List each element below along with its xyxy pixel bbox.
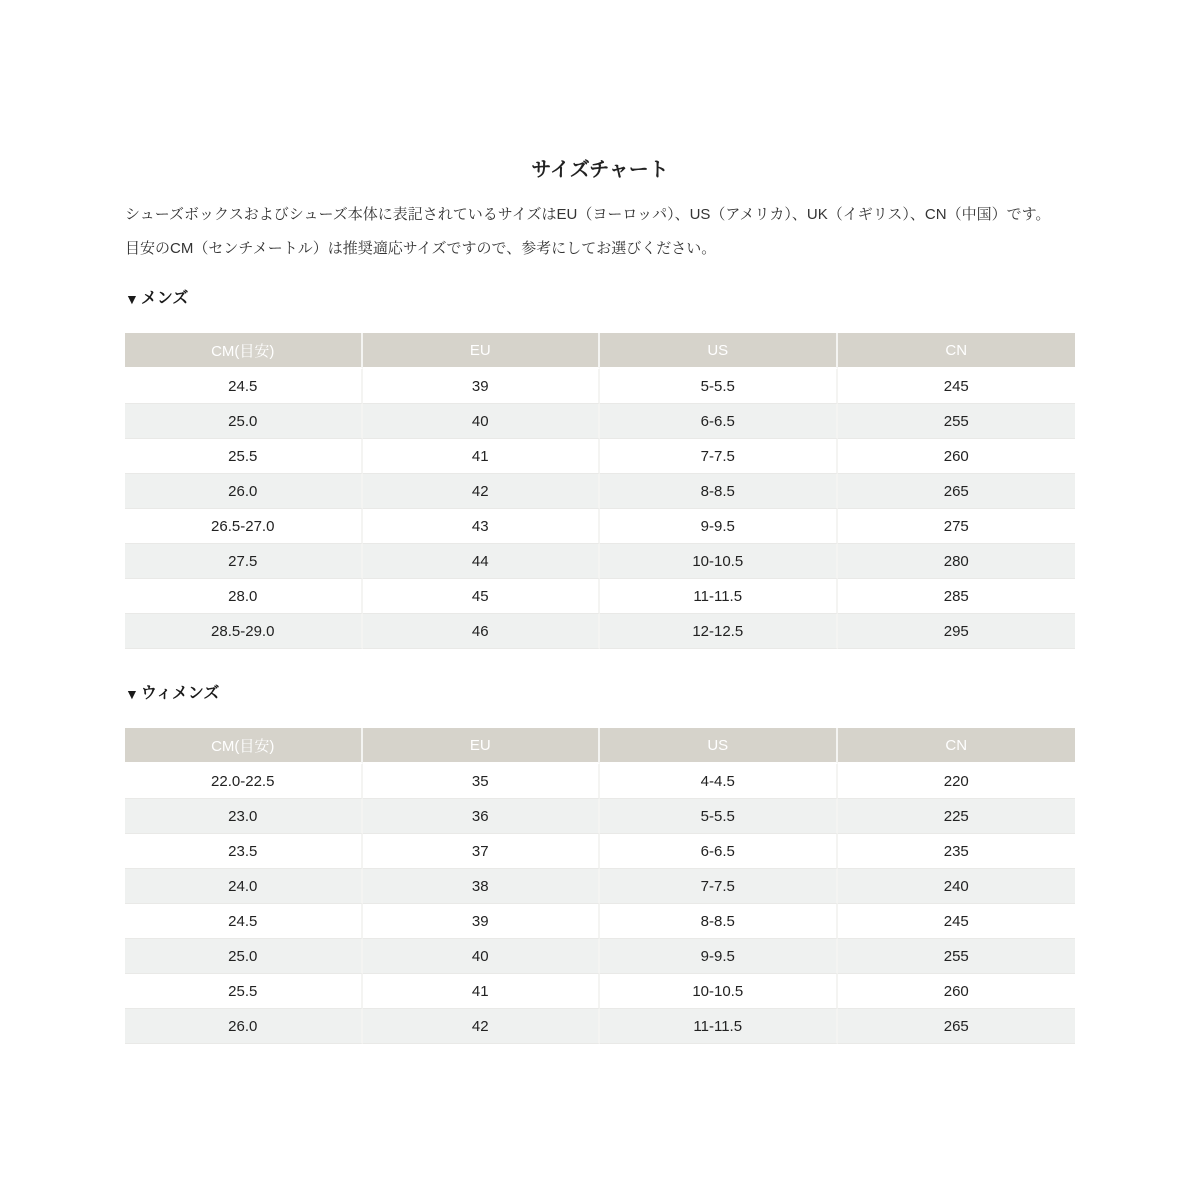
- column-header: CM(目安): [125, 333, 363, 369]
- table-cell: 4-4.5: [600, 764, 838, 799]
- table-cell: 44: [363, 544, 601, 579]
- table-cell: 26.0: [125, 1009, 363, 1044]
- table-cell: 25.5: [125, 974, 363, 1009]
- table-cell: 24.5: [125, 369, 363, 404]
- table-cell: 25.0: [125, 939, 363, 974]
- table-cell: 41: [363, 439, 601, 474]
- table-cell: 285: [838, 579, 1076, 614]
- table-cell: 6-6.5: [600, 404, 838, 439]
- intro-paragraph: [125, 198, 1075, 266]
- table-row: [125, 904, 1075, 939]
- table-cell: 41: [363, 974, 601, 1009]
- table-cell: 245: [838, 904, 1076, 939]
- column-header: US: [600, 728, 838, 764]
- table-cell: 25.5: [125, 439, 363, 474]
- section-label-mens: メンズ: [140, 290, 189, 307]
- table-cell: 25.0: [125, 404, 363, 439]
- table-row: [125, 509, 1075, 544]
- table-cell: 260: [838, 439, 1076, 474]
- column-header: CN: [838, 728, 1076, 764]
- table-cell: 23.5: [125, 834, 363, 869]
- table-row: [125, 939, 1075, 974]
- table-cell: 8-8.5: [600, 474, 838, 509]
- table-cell: 27.5: [125, 544, 363, 579]
- table-row: [125, 614, 1075, 649]
- table-row: [125, 1009, 1075, 1044]
- mens-size-table: [125, 333, 1075, 649]
- table-row: [125, 544, 1075, 579]
- table-cell: 240: [838, 869, 1076, 904]
- table-cell: 23.0: [125, 799, 363, 834]
- table-cell: 5-5.5: [600, 799, 838, 834]
- table-cell: 6-6.5: [600, 834, 838, 869]
- triangle-down-icon: ▼: [125, 291, 139, 307]
- table-cell: 36: [363, 799, 601, 834]
- womens-size-table: [125, 728, 1075, 1044]
- table-cell: 280: [838, 544, 1076, 579]
- table-cell: 45: [363, 579, 601, 614]
- table-cell: 235: [838, 834, 1076, 869]
- table-cell: 43: [363, 509, 601, 544]
- section-heading-womens: [125, 683, 1075, 705]
- table-cell: 39: [363, 369, 601, 404]
- table-cell: 38: [363, 869, 601, 904]
- table-cell: 40: [363, 939, 601, 974]
- table-row: [125, 579, 1075, 614]
- table-cell: 42: [363, 1009, 601, 1044]
- triangle-down-icon: ▼: [125, 686, 139, 702]
- table-row: [125, 974, 1075, 1009]
- table-cell: 265: [838, 1009, 1076, 1044]
- table-cell: 35: [363, 764, 601, 799]
- table-cell: 220: [838, 764, 1076, 799]
- table-row: [125, 834, 1075, 869]
- table-cell: 26.0: [125, 474, 363, 509]
- column-header: CM(目安): [125, 728, 363, 764]
- section-heading-mens: [125, 288, 1075, 310]
- table-header-row: [125, 728, 1075, 764]
- table-cell: 28.0: [125, 579, 363, 614]
- table-cell: 5-5.5: [600, 369, 838, 404]
- table-cell: 245: [838, 369, 1076, 404]
- table-cell: 225: [838, 799, 1076, 834]
- table-row: [125, 439, 1075, 474]
- table-cell: 255: [838, 404, 1076, 439]
- table-cell: 22.0-22.5: [125, 764, 363, 799]
- table-row: [125, 369, 1075, 404]
- table-cell: 26.5-27.0: [125, 509, 363, 544]
- table-cell: 11-11.5: [600, 579, 838, 614]
- table-cell: 24.5: [125, 904, 363, 939]
- table-cell: 260: [838, 974, 1076, 1009]
- table-row: [125, 474, 1075, 509]
- table-cell: 40: [363, 404, 601, 439]
- column-header: EU: [363, 728, 601, 764]
- table-cell: 39: [363, 904, 601, 939]
- table-cell: 265: [838, 474, 1076, 509]
- table-cell: 11-11.5: [600, 1009, 838, 1044]
- table-cell: 24.0: [125, 869, 363, 904]
- table-cell: 10-10.5: [600, 544, 838, 579]
- intro-line-2: 目安のCM（センチメートル）は推奨適応サイズですので、参考にしてお選びください。: [125, 240, 717, 257]
- table-row: [125, 799, 1075, 834]
- column-header: CN: [838, 333, 1076, 369]
- table-row: [125, 764, 1075, 799]
- table-cell: 7-7.5: [600, 439, 838, 474]
- table-cell: 12-12.5: [600, 614, 838, 649]
- table-cell: 9-9.5: [600, 939, 838, 974]
- page-title: サイズチャート: [531, 159, 669, 181]
- table-row: [125, 404, 1075, 439]
- section-label-womens: ウィメンズ: [140, 685, 220, 702]
- table-cell: 28.5-29.0: [125, 614, 363, 649]
- intro-line-1: シューズボックスおよびシューズ本体に表記されているサイズはEU（ヨーロッパ）、US（アメリカ）、UK（イギリス）、CN（中国）です。: [125, 206, 1051, 223]
- table-cell: 275: [838, 509, 1076, 544]
- table-cell: 42: [363, 474, 601, 509]
- table-cell: 255: [838, 939, 1076, 974]
- table-cell: 10-10.5: [600, 974, 838, 1009]
- column-header: US: [600, 333, 838, 369]
- table-header-row: [125, 333, 1075, 369]
- table-cell: 8-8.5: [600, 904, 838, 939]
- table-cell: 46: [363, 614, 601, 649]
- table-cell: 37: [363, 834, 601, 869]
- table-cell: 295: [838, 614, 1076, 649]
- table-cell: 7-7.5: [600, 869, 838, 904]
- column-header: EU: [363, 333, 601, 369]
- table-row: [125, 869, 1075, 904]
- table-cell: 9-9.5: [600, 509, 838, 544]
